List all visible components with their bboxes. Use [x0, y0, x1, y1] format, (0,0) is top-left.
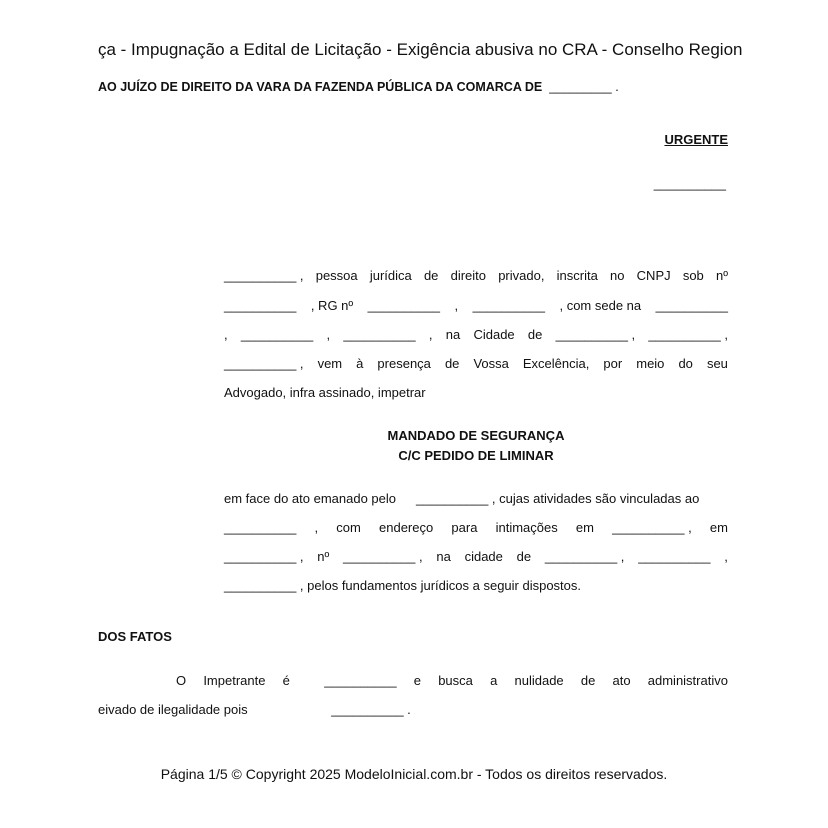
word: __________ ,	[343, 549, 423, 564]
word: de	[527, 327, 543, 342]
court-addressee-text: AO JUÍZO DE DIREITO DA VARA DA FAZENDA PÚBLICA DA COMARCA DE	[98, 80, 543, 94]
word: ,	[326, 327, 331, 342]
word: ,	[724, 549, 728, 564]
word: a	[490, 673, 498, 688]
word: ,	[454, 298, 459, 313]
facts-line-2-blank: __________ .	[331, 702, 411, 717]
word: __________ ,	[224, 356, 304, 371]
word: O	[176, 673, 187, 688]
word: ,	[314, 520, 319, 535]
page-footer: Página 1/5 © Copyright 2025 ModeloInicial.com.br - Todos os direitos reservados.	[160, 766, 668, 782]
word: __________	[224, 298, 297, 313]
party-line-5: Advogado, infra assinado, impetrar	[224, 385, 426, 400]
word: na	[436, 549, 451, 564]
word: é	[282, 673, 290, 688]
word: CNPJ	[636, 268, 671, 283]
word: ,	[224, 327, 228, 342]
word: administrativo	[647, 673, 728, 688]
word: à	[356, 356, 364, 371]
word: privado,	[498, 268, 545, 283]
document-header: ça - Impugnação a Edital de Licitação - Exigência abusiva no CRA - Conselho Region	[98, 40, 743, 59]
word: __________ ,	[224, 268, 304, 283]
act-line-1-part-2: __________ , cujas atividades são vinculadas ao	[416, 491, 700, 506]
word: Impetrante	[203, 673, 266, 688]
word: na	[445, 327, 461, 342]
urgent-label: URGENTE	[664, 132, 728, 147]
word: de	[423, 268, 439, 283]
word: nulidade	[514, 673, 564, 688]
facts-line-2	[98, 702, 411, 717]
word: __________ ,	[612, 520, 692, 535]
word: pessoa	[315, 268, 358, 283]
word: direito	[450, 268, 487, 283]
action-title: MANDADO DE SEGURANÇA	[387, 428, 565, 443]
word: do	[678, 356, 693, 371]
act-line-1-part-1: em face do ato emanado pelo	[224, 491, 397, 506]
word: ,	[428, 327, 433, 342]
word: de	[516, 549, 532, 564]
word: vem	[317, 356, 343, 371]
comarca-blank: _________ .	[549, 80, 619, 94]
word: nº	[317, 549, 330, 564]
word: endereço	[379, 520, 434, 535]
party-line-1	[224, 268, 728, 283]
word: Vossa	[473, 356, 509, 371]
word: __________	[367, 298, 440, 313]
word: Excelência,	[522, 356, 590, 371]
word: __________ ,	[648, 327, 728, 342]
facts-line-1	[176, 673, 728, 688]
court-addressee	[98, 80, 619, 94]
party-line-3	[224, 327, 728, 342]
word: intimações	[495, 520, 558, 535]
word: Cidade	[473, 327, 515, 342]
word: meio	[636, 356, 665, 371]
word: __________	[472, 298, 545, 313]
word: no	[610, 268, 625, 283]
word: ato	[612, 673, 631, 688]
act-line-3	[224, 549, 728, 564]
word: com	[336, 520, 361, 535]
word: __________ ,	[544, 549, 625, 564]
word: de	[580, 673, 596, 688]
word: de	[444, 356, 460, 371]
word: presença	[377, 356, 431, 371]
word: para	[451, 520, 478, 535]
word: em	[575, 520, 594, 535]
word: __________	[655, 298, 728, 313]
facts-line-2-text: eivado de ilegalidade pois	[98, 702, 248, 717]
word: __________ ,	[224, 549, 304, 564]
word: em	[709, 520, 728, 535]
word: , com sede na	[559, 298, 642, 313]
word: __________	[224, 520, 297, 535]
word: cidade	[464, 549, 503, 564]
word: __________	[343, 327, 416, 342]
word: nº	[715, 268, 728, 283]
word: inscrita	[556, 268, 598, 283]
word: seu	[706, 356, 728, 371]
word: __________	[638, 549, 711, 564]
case-number-blank: __________	[653, 176, 726, 191]
act-line-4: __________ , pelos fundamentos jurídicos a seguir dispostos.	[224, 578, 582, 593]
word: busca	[438, 673, 473, 688]
word: jurídica	[369, 268, 412, 283]
word: por	[603, 356, 623, 371]
act-line-2	[224, 520, 728, 535]
word: __________	[324, 673, 397, 688]
party-line-2	[224, 298, 728, 313]
word: sob	[682, 268, 704, 283]
word: __________	[240, 327, 314, 342]
word: __________ ,	[555, 327, 636, 342]
word: e	[413, 673, 421, 688]
action-subtitle: C/C PEDIDO DE LIMINAR	[398, 448, 554, 463]
party-line-4	[224, 356, 728, 371]
act-line-1	[224, 491, 728, 506]
section-heading-facts: DOS FATOS	[98, 629, 172, 644]
word: , RG nº	[310, 298, 354, 313]
